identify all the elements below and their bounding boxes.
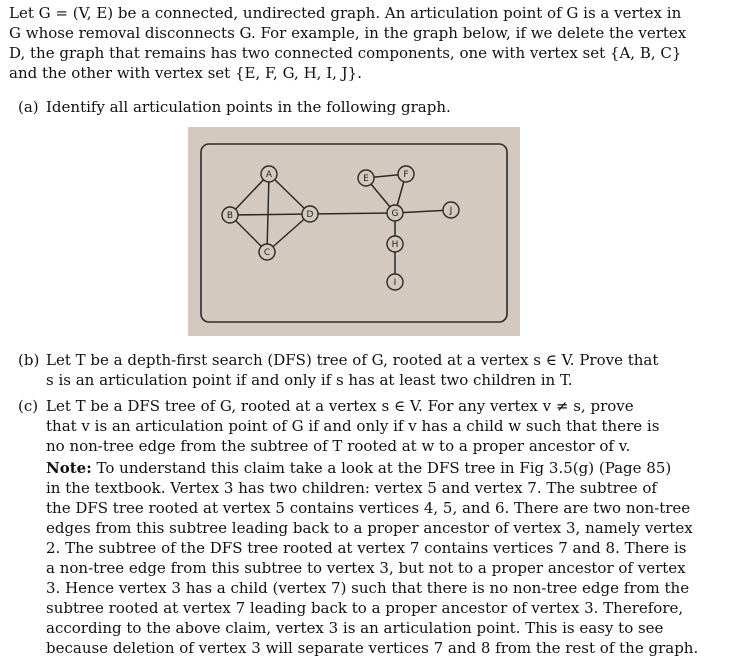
part-c-line-3: no non-tree edge from the subtree of T rooted at w to a proper ancestor of v. [46, 437, 631, 455]
part-c-label: (c) [18, 397, 39, 415]
intro-line-1: Let G = (V, E) be a connected, undirected graph. An articulation point of G is a vertex in [9, 4, 682, 22]
intro-line-3: D, the graph that remains has two connected components, one with vertex set {A, B, C} [9, 44, 682, 62]
node-B [222, 207, 238, 223]
node-H [387, 236, 403, 252]
node-I [387, 274, 403, 290]
node-C [259, 244, 275, 260]
part-c-line-2: that v is an articulation point of G if and only if v has a child w such that there is [46, 417, 660, 435]
figure-border [201, 144, 507, 322]
intro-line-2: G whose removal disconnects G. For example, in the graph below, if we delete the vertex [9, 24, 687, 42]
part-b-line-1: Let T be a depth-first search (DFS) tree of G, rooted at a vertex s ∈ V. Prove that [46, 351, 659, 369]
node-A [261, 166, 277, 182]
part-c-line-1: Let T be a DFS tree of G, rooted at a vertex s ∈ V. For any vertex v ≠ s, prove [46, 397, 634, 415]
note-line-6: 3. Hence vertex 3 has a child (vertex 7) such that there is no non-tree edge from the [46, 579, 690, 597]
note-line-9: because deletion of vertex 3 will separate vertices 7 and 8 from the rest of the graph. [46, 639, 699, 657]
graph-svg [188, 127, 520, 336]
intro-line-4: and the other with vertex set {E, F, G, H, I, J}. [9, 64, 362, 82]
note-line-8: according to the above claim, vertex 3 is an articulation point. This is easy to see [46, 619, 664, 637]
edge-B-D [230, 214, 310, 215]
part-a-label: (a) [18, 98, 39, 116]
node-label-I: I [393, 278, 397, 288]
node-label-D: D [306, 210, 314, 220]
note-line-3: edges from this subtree leading back to a proper ancestor of vertex 3, namely vertex [46, 519, 693, 537]
note-line-4: 2. The subtree of the DFS tree rooted at vertex 7 contains vertices 7 and 8. There is [46, 539, 687, 557]
part-a-text: Identify all articulation points in the following graph. [46, 98, 451, 116]
graph-figure [188, 127, 520, 336]
node-E [358, 170, 374, 186]
node-J [443, 202, 459, 218]
node-label-J: J [449, 206, 453, 216]
note-label: Note: [46, 459, 92, 477]
node-label-E: E [363, 174, 369, 184]
node-F [398, 166, 414, 182]
note-line-7: subtree rooted at vertex 7 leading back to a proper ancestor of vertex 3. Therefore, [46, 599, 684, 617]
node-label-C: C [263, 248, 271, 258]
node-label-B: B [226, 211, 234, 221]
graph-edges [230, 174, 451, 282]
part-b-label: (b) [18, 351, 40, 369]
node-D [302, 206, 318, 222]
edge-A-C [267, 174, 269, 252]
part-b-line-2: s is an articulation point if and only if s has at least two children in T. [46, 371, 573, 389]
node-G [387, 205, 403, 221]
note-line-1: in the textbook. Vertex 3 has two children: vertex 5 and vertex 7. The subtree of [46, 479, 657, 497]
node-label-H: H [391, 240, 399, 250]
node-label-G: G [391, 209, 399, 219]
node-label-F: F [403, 170, 409, 180]
node-label-A: A [265, 170, 273, 180]
note-first: To understand this claim take a look at the DFS tree in Fig 3.5(g) (Page 85) [96, 459, 672, 477]
note-line-5: a non-tree edge from this subtree to vertex 3, but not to a proper ancestor of vertex [46, 559, 686, 577]
note-line-2: the DFS tree rooted at vertex 5 contains vertices 4, 5, and 6. There are two non-tree [46, 499, 691, 517]
graph-nodes [222, 166, 459, 290]
edge-D-G [310, 213, 395, 214]
note-line-first [46, 458, 672, 478]
